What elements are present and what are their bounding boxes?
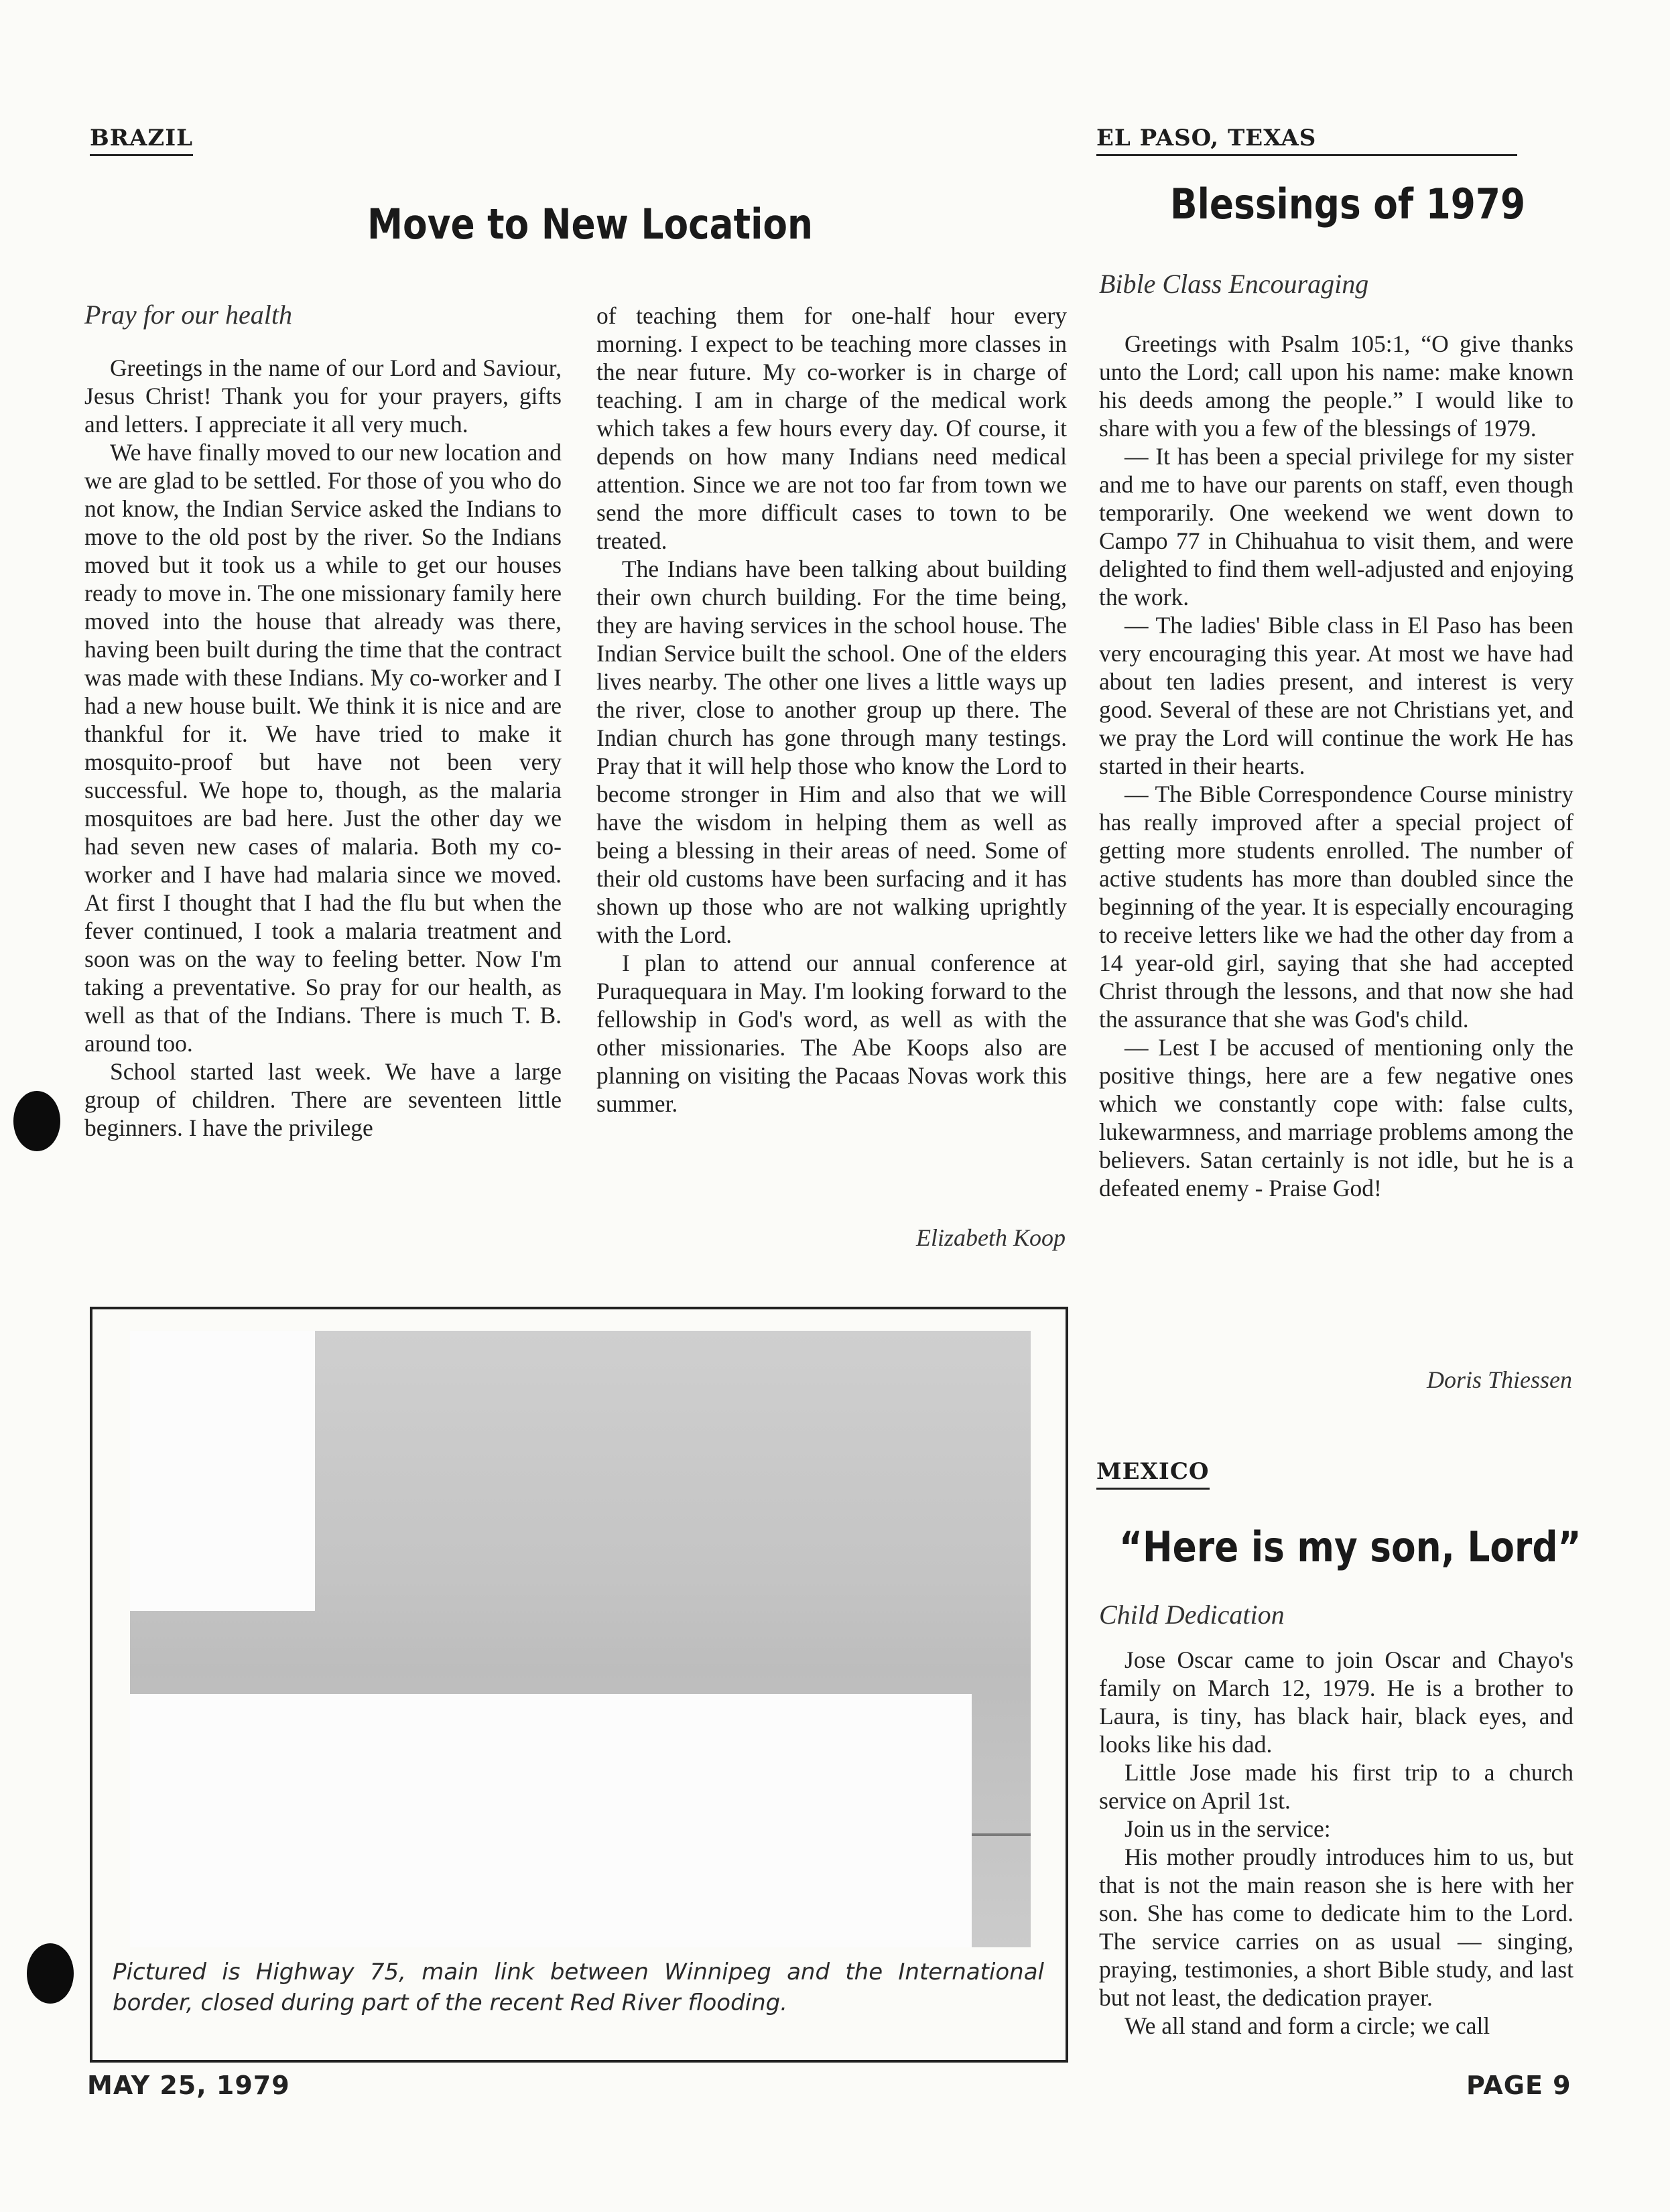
- mexico-paragraph: His mother proudly introduces him to us, but that is not the main reason she is here with her son. She has come to dedicate him to the Lord. The service carries on as usual — singing, praying, testimonies, a short Bible study, and last but not least, the dedication prayer.: [1099, 1843, 1573, 2011]
- brazil-section-tag: BRAZIL: [90, 125, 193, 156]
- brazil-paragraph: The Indians have been talking about building their own church building. For the time being, they are having services in the school house. The Indian Service built the school. One of the elders lives nearby. The other one lives a little ways up the river, close to another group up there. The Indian church has gone through many testings. Pray that it will help those who know the Lord to become stronger in Him and also that we will have the wisdom in helping them as well as being a blessing in their areas of need. Some of their old customs have been surfacing and it has shown up those who are not walking uprightly with the Lord.: [596, 556, 1067, 948]
- elpaso-paragraph: — The Bible Correspondence Course ministry has really improved after a special project of getting more students enrolled. The number of active students has more than doubled since the beginning of the year. It is especially encouraging to receive letters like we had the other day from a 14 year-old girl, saying that she had accepted Christ through the lessons, and that now she had the assurance that she was God's child.: [1099, 781, 1573, 1033]
- brazil-subhead: Pray for our health: [84, 300, 292, 330]
- brazil-paragraph: Greetings in the name of our Lord and Saviour, Jesus Christ! Thank you for your prayers, gifts and letters. I appreciate it all very much.: [84, 354, 562, 438]
- elpaso-subhead: Bible Class Encouraging: [1099, 269, 1369, 299]
- brazil-paragraph: We have finally moved to our new location and we are glad to be settled. For those of you who do not know, the Indian Service asked the Indians to move to the old post by the river. So the Indians moved but it took us a while to get our houses ready to move in. The one missionary family here moved into the house that already was there, having been built during the time that the contract was made with these Indians. My co-worker and I had a new house built. We think it is nice and are thankful for it. We have tried to make it mosquito-proof but have not been very successful. We hope to, though, as the malaria mosquitoes are bad here. Just the other day we had seven new cases of malaria. Both my co-worker and I have had malaria since we moved. At first I thought that I had the flu but when the fever continued, I took a malaria treatment and soon was on the way to feeling better. Now I'm taking a preventative. So pray for our health, as well as that of the Indians. There is much T. B. around too.: [84, 439, 562, 1057]
- punch-hole-top: [13, 1091, 60, 1151]
- photo-horizon: [972, 1833, 1031, 1836]
- photo-blank-area: [130, 1331, 315, 1611]
- mexico-section-tag: MEXICO: [1096, 1458, 1210, 1490]
- mexico-headline: “Here is my son, Lord”: [1119, 1522, 1582, 1571]
- mexico-column: [1099, 1646, 1573, 2040]
- brazil-headline: Move to New Location: [367, 200, 814, 249]
- brazil-paragraph: of teaching them for one-half hour every morning. I expect to be teaching more classes in the near future. My co-worker is in charge of teaching. I am in charge of the medical work which takes a few hours every day. Of course, it depends on how many Indians need medical attention. Since we are not too far from town we send the more difficult cases to town to be treated.: [596, 302, 1067, 554]
- elpaso-paragraph: — The ladies' Bible class in El Paso has been very encouraging this year. At most we have had about ten ladies present, and interest is very good. Several of these are not Christians yet, and we pray the Lord will continue the work He has started in their hearts.: [1099, 612, 1573, 779]
- brazil-column-2: [596, 302, 1067, 1118]
- brazil-paragraph: School started last week. We have a large group of children. There are seventeen little beginners. I have the privilege: [84, 1058, 562, 1141]
- brazil-signature: Elizabeth Koop: [916, 1224, 1066, 1251]
- footer-page: PAGE 9: [1466, 2071, 1571, 2100]
- elpaso-headline: Blessings of 1979: [1170, 180, 1526, 229]
- mexico-paragraph: Jose Oscar came to join Oscar and Chayo's family on March 12, 1979. He is a brother to Laura, is tiny, has black hair, black eyes, and looks like his dad.: [1099, 1646, 1573, 1758]
- punch-hole-bottom: [27, 1943, 74, 2004]
- mexico-subhead: Child Dedication: [1099, 1600, 1285, 1630]
- elpaso-section-tag: EL PASO, TEXAS: [1096, 125, 1517, 156]
- photo-frame: [90, 1307, 1068, 2063]
- footer-date: MAY 25, 1979: [87, 2071, 290, 2100]
- mexico-paragraph: Join us in the service:: [1125, 1815, 1331, 1842]
- photo-caption: Pictured is Highway 75, main link between Winnipeg and the International border, closed during part of the recent Red River flooding.: [113, 1959, 1044, 2016]
- elpaso-paragraph: — It has been a special privilege for my sister and me to have our parents on staff, even though temporarily. One weekend we went down to Campo 77 in Chihuahua to visit them, and were delighted to find them well-adjusted and enjoying the work.: [1099, 443, 1573, 610]
- elpaso-column: [1099, 330, 1573, 1202]
- photo-blank-area: [130, 1694, 972, 1947]
- elpaso-paragraph: Greetings with Psalm 105:1, “O give thanks unto the Lord; call upon his name: make known his deeds among the people.” I would like to share with you a few of the blessings of 1979.: [1099, 330, 1573, 442]
- brazil-paragraph: I plan to attend our annual conference at Puraquequara in May. I'm looking forward to the fellowship in God's word, as well as with the other missionaries. The Abe Koops also are planning on visiting the Pacaas Novas work this summer.: [596, 950, 1067, 1117]
- elpaso-paragraph: — Lest I be accused of mentioning only the positive things, here are a few negative ones which we constantly cope with: false cults, lukewarmness, and marriage problems among the believers. Satan certainly is not idle, but he is a defeated enemy - Praise God!: [1099, 1034, 1573, 1201]
- highway-photo: [130, 1331, 1031, 1947]
- mexico-paragraph: We all stand and form a circle; we call: [1125, 2012, 1490, 2039]
- elpaso-signature: Doris Thiessen: [1426, 1366, 1572, 1393]
- brazil-column-1: [84, 354, 562, 1142]
- mexico-paragraph: Little Jose made his first trip to a church service on April 1st.: [1099, 1759, 1573, 1814]
